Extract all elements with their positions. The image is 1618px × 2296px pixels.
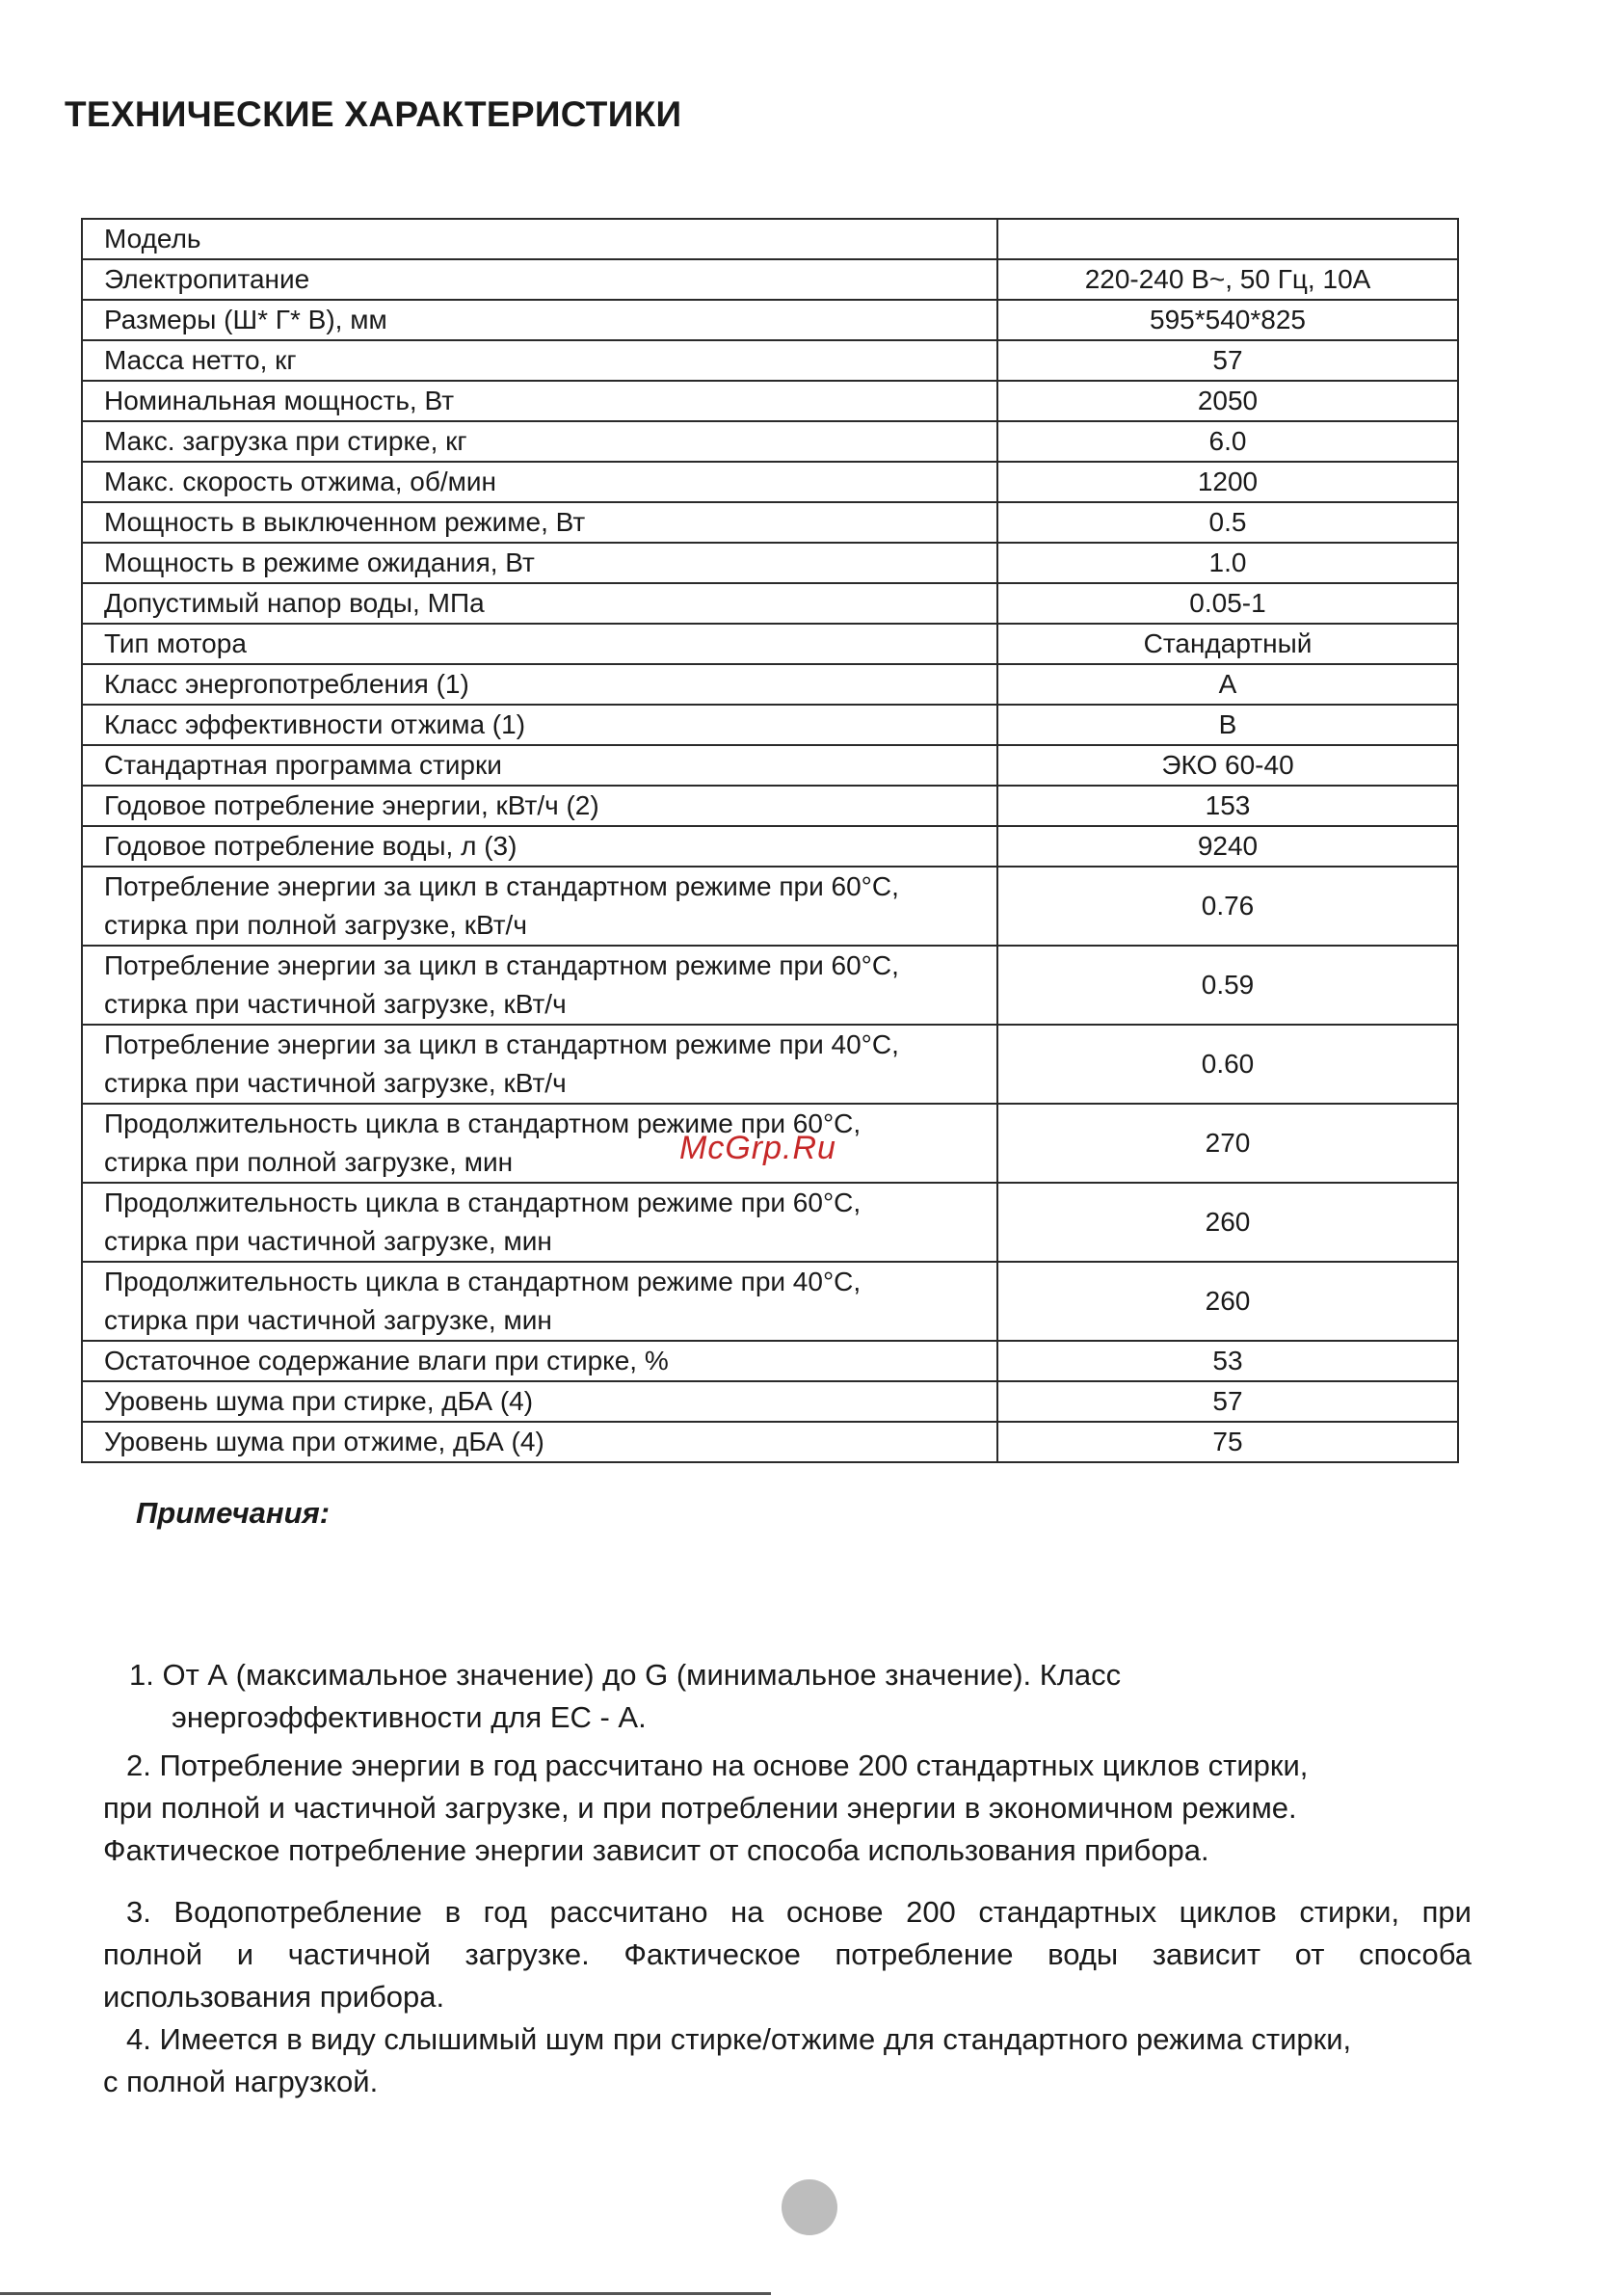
- table-row: [82, 543, 1458, 583]
- value-cell: 153: [997, 786, 1458, 826]
- table-row: [82, 867, 1458, 946]
- param-cell: [82, 583, 997, 624]
- param-text: Электропитание: [104, 264, 310, 294]
- param-text: Потребление энергии за цикл в стандартном режиме при 60°С,: [104, 950, 899, 980]
- param-cell: [82, 1341, 997, 1381]
- param-cell: [82, 745, 997, 786]
- param-cell: [82, 259, 997, 300]
- param-text: Стандартная программа стирки: [104, 750, 502, 780]
- param-text: стирка при частичной загрузке, мин: [104, 1305, 552, 1335]
- table-row: [82, 300, 1458, 340]
- value-cell: 260: [997, 1183, 1458, 1262]
- value-cell: 9240: [997, 826, 1458, 867]
- page-number-circle: [782, 2179, 837, 2235]
- value-cell: 220-240 В~, 50 Гц, 10А: [997, 259, 1458, 300]
- note-4: [103, 2018, 1472, 2103]
- param-text: стирка при частичной загрузке, кВт/ч: [104, 1068, 567, 1098]
- value-cell: 6.0: [997, 421, 1458, 462]
- param-cell: [82, 1104, 997, 1183]
- param-text: Продолжительность цикла в стандартном режиме при 60°С,: [104, 1108, 862, 1138]
- param-cell: [82, 1025, 997, 1104]
- note-3-line-3: использования прибора.: [103, 1980, 445, 2014]
- param-cell: [82, 300, 997, 340]
- table-row: [82, 1341, 1458, 1381]
- param-cell: [82, 705, 997, 745]
- param-text: Модель: [104, 224, 201, 254]
- param-cell: [82, 462, 997, 502]
- param-text: Уровень шума при стирке, дБА (4): [104, 1386, 534, 1416]
- note-4-line-2: с полной нагрузкой.: [103, 2065, 379, 2098]
- param-cell: [82, 543, 997, 583]
- value-cell: 57: [997, 1381, 1458, 1422]
- param-cell: [82, 421, 997, 462]
- table-row: [82, 219, 1458, 259]
- param-text: Класс энергопотребления (1): [104, 669, 469, 699]
- param-text: Макс. загрузка при стирке, кг: [104, 426, 467, 456]
- value-cell: 0.5: [997, 502, 1458, 543]
- watermark: McGrp.Ru: [679, 1130, 836, 1166]
- table-row: [82, 745, 1458, 786]
- table-row: [82, 583, 1458, 624]
- param-cell: [82, 502, 997, 543]
- param-text: Тип мотора: [104, 628, 247, 658]
- param-text: Номинальная мощность, Вт: [104, 386, 455, 415]
- param-text: Потребление энергии за цикл в стандартном режиме при 60°С,: [104, 871, 899, 901]
- param-cell: [82, 826, 997, 867]
- value-cell: 270: [997, 1104, 1458, 1183]
- value-cell: 260: [997, 1262, 1458, 1341]
- table-row: [82, 826, 1458, 867]
- value-cell: 1.0: [997, 543, 1458, 583]
- param-cell: [82, 946, 997, 1025]
- note-2-line-3: Фактическое потребление энергии зависит от способа использования прибора.: [103, 1833, 1209, 1867]
- param-cell: [82, 381, 997, 421]
- param-text: Макс. скорость отжима, об/мин: [104, 467, 497, 496]
- value-cell: В: [997, 705, 1458, 745]
- table-row: [82, 421, 1458, 462]
- notes-title: Примечания:: [136, 1496, 331, 1530]
- value-cell: 0.76: [997, 867, 1458, 946]
- note-3-line-2: полной и частичной загрузке. Фактическое потребление воды зависит от способа: [103, 1937, 1472, 1971]
- note-2-line-2: при полной и частичной загрузке, и при потреблении энергии в экономичном режиме.: [103, 1791, 1297, 1825]
- value-cell: 0.05-1: [997, 583, 1458, 624]
- value-cell: 53: [997, 1341, 1458, 1381]
- param-text: стирка при частичной загрузке, кВт/ч: [104, 989, 567, 1019]
- table-row: [82, 1422, 1458, 1462]
- param-cell: [82, 1183, 997, 1262]
- param-text: Мощность в режиме ожидания, Вт: [104, 547, 535, 577]
- param-cell: [82, 340, 997, 381]
- param-text: Годовое потребление энергии, кВт/ч (2): [104, 790, 599, 820]
- param-text: стирка при полной загрузке, мин: [104, 1147, 514, 1177]
- table-row: [82, 502, 1458, 543]
- param-text: Потребление энергии за цикл в стандартном режиме при 40°С,: [104, 1029, 899, 1059]
- param-cell: [82, 1381, 997, 1422]
- param-text: Продолжительность цикла в стандартном режиме при 40°С,: [104, 1267, 862, 1296]
- value-cell: 57: [997, 340, 1458, 381]
- param-text: стирка при частичной загрузке, мин: [104, 1226, 552, 1256]
- table-row: [82, 381, 1458, 421]
- note-1: [129, 1654, 1286, 1739]
- table-row: [82, 624, 1458, 664]
- value-cell: 75: [997, 1422, 1458, 1462]
- note-2-line-1: 2. Потребление энергии в год рассчитано на основе 200 стандартных циклов стирки,: [126, 1749, 1309, 1782]
- table-row: [82, 946, 1458, 1025]
- param-text: Продолжительность цикла в стандартном режиме при 60°С,: [104, 1188, 862, 1217]
- value-cell: 595*540*825: [997, 300, 1458, 340]
- param-cell: [82, 1422, 997, 1462]
- table-row: [82, 1262, 1458, 1341]
- table-row: [82, 340, 1458, 381]
- param-cell: [82, 786, 997, 826]
- spec-table: [81, 218, 1459, 1463]
- param-cell: [82, 664, 997, 705]
- table-row: [82, 664, 1458, 705]
- table-row: [82, 462, 1458, 502]
- table-row: [82, 259, 1458, 300]
- param-text: Допустимый напор воды, МПа: [104, 588, 485, 618]
- param-cell: [82, 624, 997, 664]
- note-1-line-2: энергоэффективности для ЕС - А.: [172, 1700, 647, 1734]
- param-text: Годовое потребление воды, л (3): [104, 831, 517, 861]
- value-cell: Стандартный: [997, 624, 1458, 664]
- bottom-divider: [0, 2292, 771, 2295]
- note-1-line-1: 1. От А (максимальное значение) до G (минимальное значение). Класс: [129, 1658, 1122, 1692]
- value-cell: ЭКО 60-40: [997, 745, 1458, 786]
- param-text: стирка при полной загрузке, кВт/ч: [104, 910, 527, 940]
- param-cell: [82, 1262, 997, 1341]
- page-title: ТЕХНИЧЕСКИЕ ХАРАКТЕРИСТИКИ: [65, 94, 682, 134]
- param-text: Уровень шума при отжиме, дБА (4): [104, 1427, 544, 1456]
- note-2: [103, 1745, 1472, 1872]
- table-row: [82, 786, 1458, 826]
- note-4-line-1: 4. Имеется в виду слышимый шум при стирке/отжиме для стандартного режима стирки,: [126, 2022, 1352, 2056]
- value-cell: 1200: [997, 462, 1458, 502]
- table-row: [82, 705, 1458, 745]
- param-text: Остаточное содержание влаги при стирке, %: [104, 1346, 669, 1375]
- table-row: [82, 1183, 1458, 1262]
- param-cell: [82, 219, 997, 259]
- param-text: Класс эффективности отжима (1): [104, 709, 526, 739]
- param-text: Масса нетто, кг: [104, 345, 297, 375]
- table-row: [82, 1381, 1458, 1422]
- param-text: Размеры (Ш* Г* В), мм: [104, 305, 387, 334]
- value-cell: 0.59: [997, 946, 1458, 1025]
- value-cell: 2050: [997, 381, 1458, 421]
- value-cell: [997, 219, 1458, 259]
- value-cell: 0.60: [997, 1025, 1458, 1104]
- param-text: Мощность в выключенном режиме, Вт: [104, 507, 586, 537]
- value-cell: А: [997, 664, 1458, 705]
- note-3-line-1: 3. Водопотребление в год рассчитано на основе 200 стандартных циклов стирки, при: [126, 1895, 1472, 1929]
- param-cell: [82, 867, 997, 946]
- note-3: [103, 1891, 1472, 2018]
- table-row: [82, 1025, 1458, 1104]
